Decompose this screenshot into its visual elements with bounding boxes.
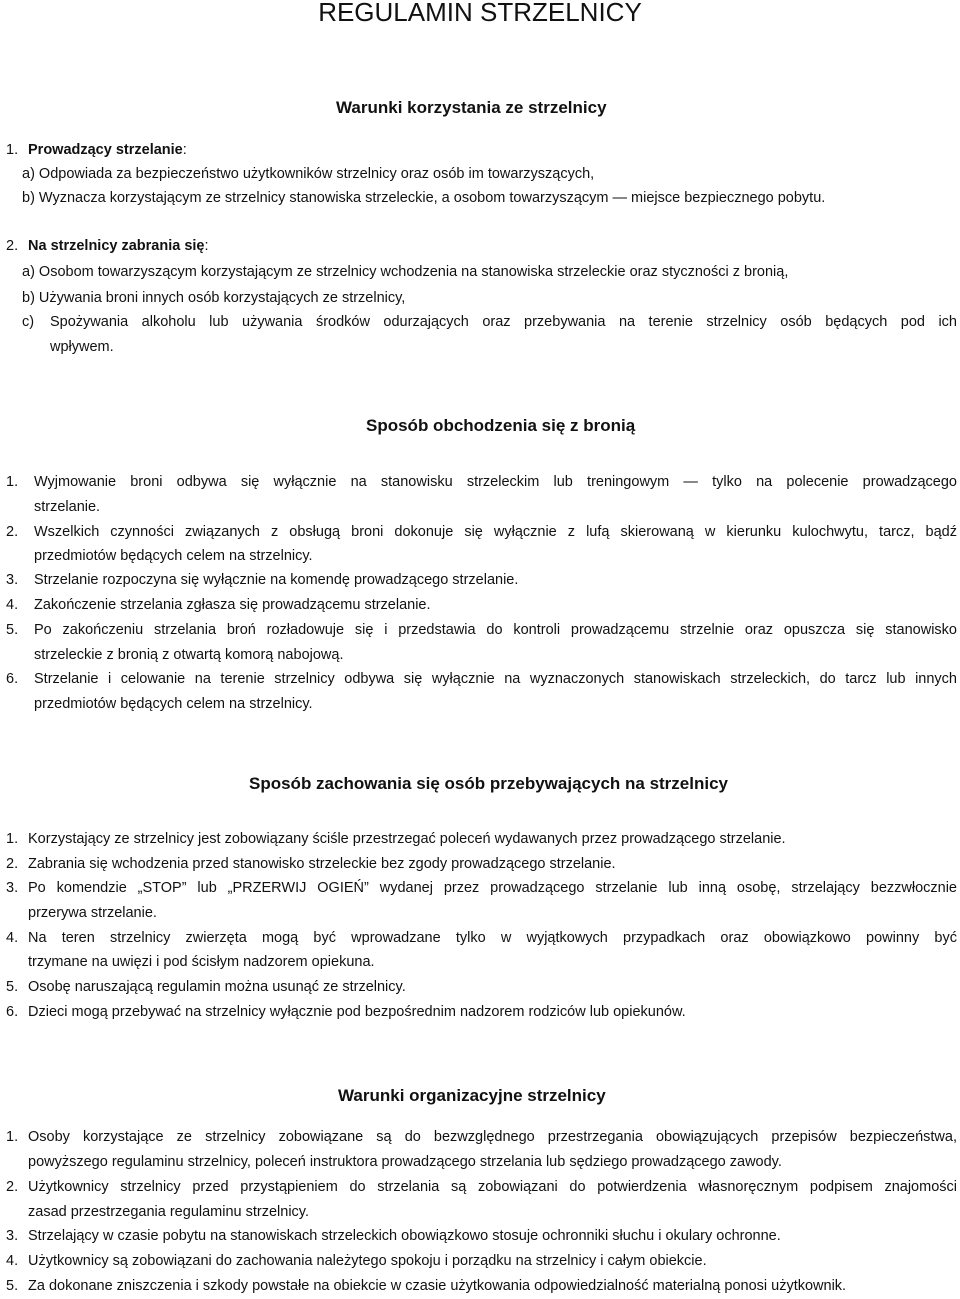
s2-item-text-continued: strzeleckie z bronią z otwartą komorą nabojową. [34, 647, 344, 663]
s4-item-text: Strzelający w czasie pobytu na stanowiskach strzeleckich obowiązkowo stosuje ochronniki słuchu i okulary ochronne. [28, 1228, 781, 1244]
s4-item-number: 4. [6, 1253, 19, 1269]
s4-item-text: Użytkownicy są zobowiązani do zachowania należytego spokoju i porządku na strzelnicy i całym obiekcie. [28, 1253, 707, 1269]
s4-item-number: 3. [6, 1228, 19, 1244]
s1-item2-c-line2: wpływem. [50, 339, 114, 355]
s1-item2-lead: Na strzelnicy zabrania się: [28, 238, 209, 254]
s3-item-number: 1. [6, 831, 19, 847]
s3-item-number: 4. [6, 930, 19, 946]
s2-item-number: 5. [6, 622, 19, 638]
s1-item2-number: 2. [6, 238, 19, 254]
s2-item-number: 1. [6, 474, 19, 490]
s2-item-number: 2. [6, 524, 19, 540]
s4-item-text: Osoby korzystające ze strzelnicy zobowiązane są do bezwzględnego przestrzegania obowiązujących przepisów bezpieczeństwa, [28, 1129, 957, 1145]
s2-item-text-continued: przedmiotów będących celem na strzelnicy. [34, 548, 313, 564]
s1-item2-c-line1: Spożywania alkoholu lub używania środków odurzających oraz przebywania na terenie strzelnicy osób będących pod ich [50, 314, 957, 330]
s4-item-text-continued: powyższego regulaminu strzelnicy, poleceń instruktora prowadzącego strzelania lub sędziego prowadzącego zawody. [28, 1154, 782, 1170]
s4-item-number: 5. [6, 1278, 19, 1294]
s3-item-number: 3. [6, 880, 19, 896]
s1-item1-lead: Prowadzący strzelanie: [28, 142, 187, 158]
s2-item-number: 6. [6, 671, 19, 687]
s3-item-number: 5. [6, 979, 19, 995]
section-heading-behaviour: Sposób zachowania się osób przebywających na strzelnicy [249, 774, 728, 793]
document-title: REGULAMIN STRZELNICY [318, 0, 642, 27]
s2-item-text: Strzelanie rozpoczyna się wyłącznie na komendę prowadzącego strzelanie. [34, 572, 519, 588]
s2-item-text: Po zakończeniu strzelania broń rozładowuje się i przedstawia do kontroli prowadzącemu strzelnie oraz opuszcza się stanowisko [34, 622, 957, 638]
s2-item-text: Wyjmowanie broni odbywa się wyłącznie na stanowisku strzeleckim lub treningowym — tylko na polecenie prowadzącego [34, 474, 957, 490]
s3-item-number: 2. [6, 856, 19, 872]
s4-item-text: Użytkownicy strzelnicy przed przystąpieniem do strzelania są zobowiązani do potwierdzenia własnoręcznym podpisem znajomości [28, 1179, 957, 1195]
s3-item-text: Po komendzie „STOP” lub „PRZERWIJ OGIEŃ” wydanej przez prowadzącego strzelanie lub inną osobę, strzelający bezzwłocznie [28, 880, 957, 896]
s4-item-number: 1. [6, 1129, 19, 1145]
s3-item-text-continued: trzymane na uwięzi i pod ścisłym nadzorem opiekuna. [28, 954, 375, 970]
s4-item-text: Za dokonane zniszczenia i szkody powstałe na obiekcie w czasie użytkowania odpowiedzialność materialną ponosi użytkownik. [28, 1278, 847, 1294]
s2-item-text-continued: przedmiotów będących celem na strzelnicy. [34, 696, 313, 712]
s2-item-number: 4. [6, 597, 19, 613]
s1-item1-b: b) Wyznacza korzystającym ze strzelnicy stanowiska strzeleckie, a osobom towarzyszącym — miejsce bezpiecznego pobytu. [22, 190, 826, 206]
s1-item2-c-label: c) [22, 314, 35, 330]
s3-item-text: Dzieci mogą przebywać na strzelnicy wyłącznie pod bezpośrednim nadzorem rodziców lub opiekunów. [28, 1004, 686, 1020]
s1-item1-a: a) Odpowiada za bezpieczeństwo użytkowników strzelnicy oraz osób im towarzyszących, [22, 166, 595, 182]
s3-item-text: Korzystający ze strzelnicy jest zobowiązany ściśle przestrzegać poleceń wydawanych przez prowadzącego strzelanie. [28, 831, 786, 847]
s3-item-text-continued: przerywa strzelanie. [28, 905, 157, 921]
s3-item-number: 6. [6, 1004, 19, 1020]
s2-item-text-continued: strzelanie. [34, 499, 101, 515]
s2-item-number: 3. [6, 572, 19, 588]
s2-item-text: Strzelanie i celowanie na terenie strzelnicy odbywa się wyłącznie na wyznaczonych stanowiskach strzeleckich, do tarcz lub innych [34, 671, 957, 687]
s3-item-text: Zabrania się wchodzenia przed stanowisko strzeleckie bez zgody prowadzącego strzelanie. [28, 856, 616, 872]
s1-item2-a: a) Osobom towarzyszącym korzystającym ze strzelnicy wchodzenia na stanowiska strzeleckie oraz styczności z bronią, [22, 264, 789, 280]
s4-item-text-continued: zasad przestrzegania regulaminu strzelnicy. [28, 1204, 310, 1220]
s3-item-text: Osobę naruszającą regulamin można usunąć ze strzelnicy. [28, 979, 406, 995]
s1-item1-number: 1. [6, 142, 19, 158]
section-heading-organization: Warunki organizacyjne strzelnicy [338, 1086, 606, 1105]
section-heading-usage-conditions: Warunki korzystania ze strzelnicy [336, 98, 607, 117]
section-heading-weapon-handling: Sposób obchodzenia się z bronią [366, 416, 636, 435]
s1-item2-b: b) Używania broni innych osób korzystających ze strzelnicy, [22, 290, 406, 306]
s2-item-text: Zakończenie strzelania zgłasza się prowadzącemu strzelanie. [34, 597, 431, 613]
s4-item-number: 2. [6, 1179, 19, 1195]
s2-item-text: Wszelkich czynności związanych z obsługą broni dokonuje się wyłącznie z lufą skierowaną w kierunku kulochwytu, tarcz, bądź [34, 524, 957, 540]
s3-item-text: Na teren strzelnicy zwierzęta mogą być wprowadzane tylko w wyjątkowych przypadkach oraz obowiązkowo powinny być [28, 930, 957, 946]
